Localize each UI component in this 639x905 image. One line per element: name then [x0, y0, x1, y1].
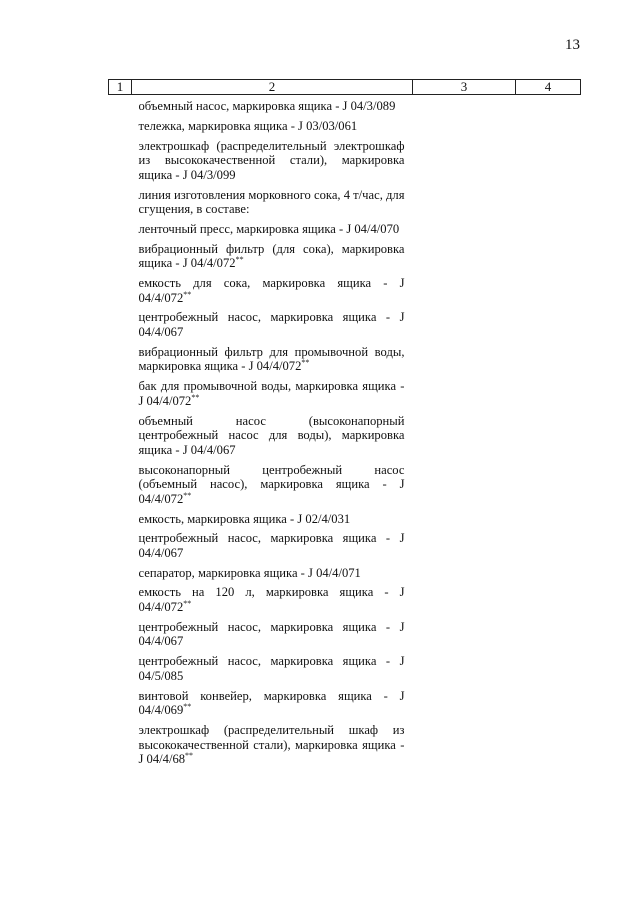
list-item — [139, 379, 405, 408]
list-item — [139, 463, 405, 507]
list-item — [139, 310, 405, 339]
list-item — [139, 566, 405, 581]
item-text: центробежный насос, маркировка ящика - J 04/4/067 — [138, 531, 405, 560]
footnote-mark: ** — [183, 702, 192, 712]
list-item — [139, 689, 405, 718]
footnote-mark: ** — [185, 751, 194, 761]
list-item — [139, 222, 405, 237]
item-text: сепаратор, маркировка ящика - J 04/4/071 — [138, 565, 361, 580]
item-text: тележка, маркировка ящика - J 03/03/061 — [138, 118, 358, 133]
list-item — [139, 620, 405, 649]
item-text: электрошкаф (распределительный электрошкаф из высококачественной стали), маркировка ящика - J 04/3/099 — [138, 138, 405, 182]
table-header — [109, 80, 581, 95]
list-item — [139, 723, 405, 767]
column-1-cell — [109, 95, 132, 772]
column-2-cell — [132, 95, 413, 772]
item-text: емкость для сока, маркировка ящика - J 04/4/072 — [138, 276, 405, 305]
list-item — [139, 99, 405, 114]
list-item — [139, 242, 405, 271]
footnote-mark: ** — [301, 358, 310, 368]
column-header-1: 1 — [109, 80, 132, 95]
list-item — [139, 276, 405, 305]
item-text: объемный насос, маркировка ящика - J 04/3/089 — [138, 99, 396, 113]
item-text: высоконапорный центробежный насос (объемный насос), маркировка ящика - J 04/4/072 — [138, 462, 405, 506]
item-text: электрошкаф (распределительный шкаф из высококачественной стали), маркировка ящика - J 04/4/68 — [138, 722, 405, 767]
footnote-mark: ** — [183, 490, 192, 500]
footnote-mark: ** — [183, 599, 192, 609]
footnote-mark: ** — [191, 392, 200, 402]
list-item — [139, 345, 405, 374]
item-list — [132, 95, 413, 767]
page-number: 13 — [565, 37, 580, 53]
list-item — [139, 119, 405, 134]
column-header-2: 2 — [132, 80, 413, 95]
equipment-table — [108, 79, 581, 772]
item-text: вибрационный фильтр (для сока), маркировка ящика - J 04/4/072 — [138, 241, 405, 271]
item-text: винтовой конвейер, маркировка ящика - J 04/4/069 — [138, 688, 405, 718]
item-text: центробежный насос, маркировка ящика - J 04/5/085 — [138, 654, 405, 683]
list-item — [139, 531, 405, 560]
column-4-cell — [516, 95, 581, 772]
item-text: вибрационный фильтр для промывочной воды, маркировка ящика - J 04/4/072 — [138, 344, 405, 374]
item-text: ленточный пресс, маркировка ящика - J 04/4/070 — [138, 221, 400, 236]
column-3-cell — [413, 95, 516, 772]
item-text: объемный насос (высоконапорный центробежный насос для воды), маркировка ящика - J 04/4/067 — [138, 413, 405, 457]
list-item — [139, 188, 405, 217]
item-text: центробежный насос, маркировка ящика - J 04/4/067 — [138, 310, 405, 340]
item-text: емкость на 120 л, маркировка ящика - J 04/4/072 — [138, 585, 405, 615]
item-text: линия изготовления морковного сока, 4 т/час, для сгущения, в составе: — [138, 187, 405, 217]
list-item — [139, 585, 405, 614]
column-header-4: 4 — [516, 80, 581, 95]
footnote-mark: ** — [183, 289, 192, 299]
list-item — [139, 414, 405, 458]
item-text: бак для промывочной воды, маркировка ящика - J 04/4/072 — [138, 379, 405, 408]
column-header-3: 3 — [413, 80, 516, 95]
item-text: центробежный насос, маркировка ящика - J 04/4/067 — [138, 619, 405, 649]
list-item — [139, 654, 405, 683]
footnote-mark: ** — [235, 255, 244, 265]
list-item — [139, 139, 405, 183]
item-text: емкость, маркировка ящика - J 02/4/031 — [138, 511, 351, 526]
list-item — [139, 512, 405, 527]
